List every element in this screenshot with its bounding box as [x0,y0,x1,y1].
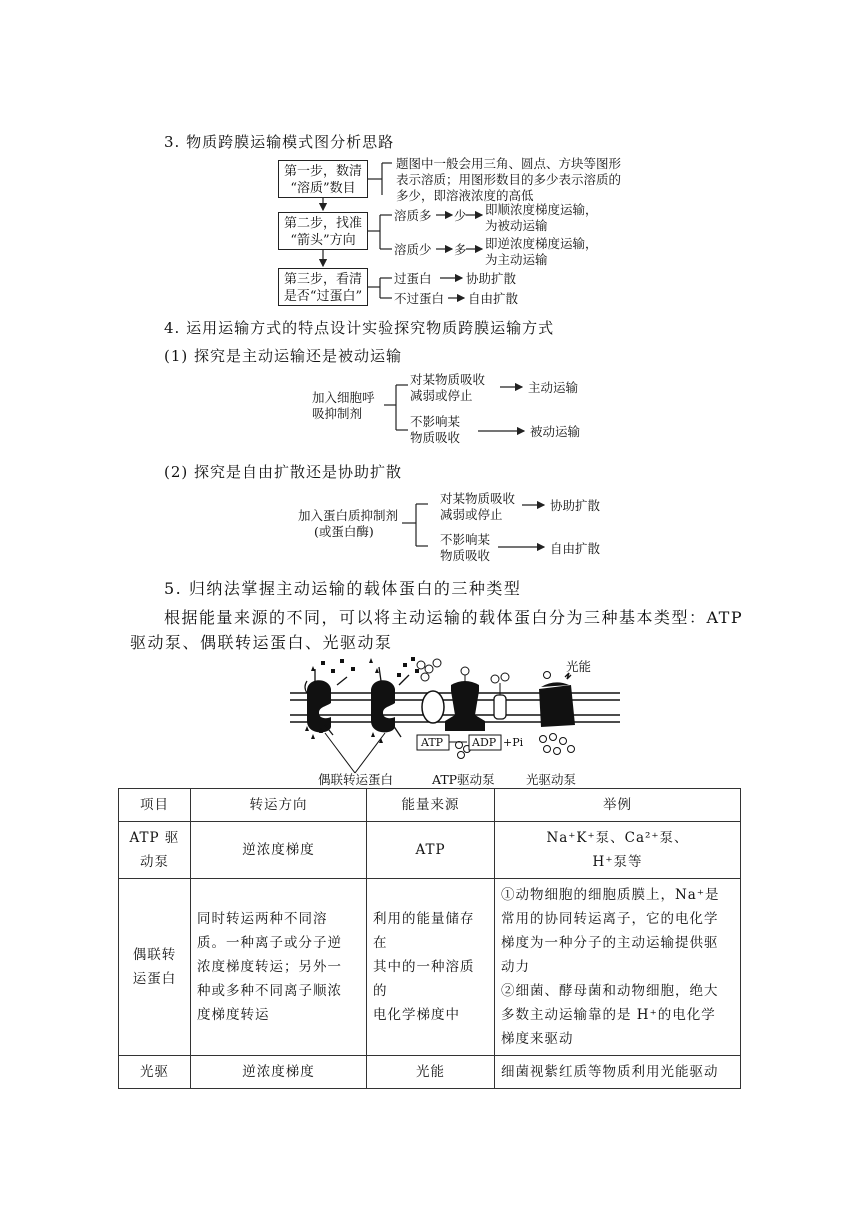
section4-sub1-heading: (1) 探究是主动运输还是被动运输 [164,347,403,365]
step3-line1: 第三步，看清 [283,272,362,287]
step1-desc-1: 题图中一般会用三角、圆点、方块等图形 [396,156,622,171]
step2-b-from: 溶质少 [394,242,432,257]
row2-direction-5: 度梯度转运 [197,1007,270,1023]
row2-energy-1: 利用的能量储存在 [373,911,475,951]
section5-heading: 5. 归纳法掌握主动运输的载体蛋白的三种类型 [164,579,522,598]
row3-example: 细菌视紫红质等物质利用光能驱动 [495,1056,741,1089]
atp-box-label: ATP [421,736,444,749]
pi-label: +Pi [503,736,524,749]
row2-example-6: 多数主动运输靠的是 H⁺的电化学 [501,1007,716,1023]
row2-name-2: 运蛋白 [132,971,177,987]
row2-example-1: ①动物细胞的细胞质膜上，Na⁺是 [501,887,720,903]
row1-name [119,822,191,879]
step3-a-cond: 过蛋白 [394,271,432,286]
row2-energy [367,879,495,1056]
coupled-transporter-2 [371,667,409,737]
sub1-a-result: 主动运输 [528,380,579,395]
row1-energy: ATP [367,822,495,879]
step1-line1: 第一步，数清 [283,164,362,179]
step1-line2: “溶质”数目 [290,181,356,196]
step2-a-result-1: 即顺浓度梯度运输， [485,202,598,217]
row1-example-1: Na⁺K⁺泵、Ca²⁺泵、 [546,830,689,846]
step2-a-to: 少 [454,208,467,223]
row2-energy-2: 其中的一种溶质的 [373,959,475,999]
step3-b-result: 自由扩散 [468,291,519,306]
light-pump-label: 光驱动泵 [526,772,577,787]
row3-direction: 逆浓度梯度 [191,1056,367,1089]
row2-direction-1: 同时转运两种不同溶 [197,911,328,927]
sub2-a-result: 协助扩散 [550,498,601,513]
sub2-b-1: 不影响某 [440,532,491,547]
row2-example-4: 动力 [501,959,530,975]
row2-example-5: ②细菌、酵母菌和动物细胞，绝大 [501,983,719,999]
coupled-transporter-1 [305,669,347,735]
row1-direction: 逆浓度梯度 [191,822,367,879]
adp-box-label: ADP [472,736,497,749]
step2-line1: 第二步，找准 [283,216,362,231]
step2-line2: “箭头”方向 [290,233,356,248]
step2-a-from: 溶质多 [394,208,432,223]
row2-direction [191,879,367,1056]
step2-b-result-2: 为主动运输 [485,252,548,267]
sub2-a-1: 对某物质吸收 [440,491,516,506]
step1-desc-3: 多少，即溶液浓度的高低 [396,188,534,203]
section4-sub2-heading: (2) 探究是自由扩散还是协助扩散 [164,463,403,481]
header-energy: 能量来源 [367,789,495,822]
atp-pump-label: ATP驱动泵 [432,772,495,787]
table-row-coupled [119,879,741,1056]
row2-name-1: 偶联转 [132,947,177,963]
sub1-b-1: 不影响某 [410,414,461,429]
row1-example [495,822,741,879]
row2-example [495,879,741,1056]
sub1-cond-1: 加入细胞呼 [312,390,375,405]
row2-name [119,879,191,1056]
table-row-light-pump [119,1056,741,1089]
row2-example-2: 常用的协同转运离子，它的电化学 [501,911,719,927]
coupled-transporter-label: 偶联转运蛋白 [318,772,394,787]
sub2-b-2: 物质吸收 [440,548,491,563]
header-direction: 转运方向 [191,789,367,822]
solute-squares [321,657,419,677]
sub2-b-result: 自由扩散 [550,541,601,556]
sub1-a-1: 对某物质吸收 [410,372,486,387]
row1-name-2: 动泵 [140,854,169,870]
header-item: 项目 [119,789,191,822]
row2-example-3: 梯度为一种分子的主动运输提供驱 [501,935,719,951]
table-row-atp-pump [119,822,741,879]
step2-a-result-2: 为被动运输 [485,218,548,233]
sub2-a-2: 减弱或停止 [440,507,503,522]
row2-example-7: 梯度来驱动 [501,1031,574,1047]
step3-line2: 是否“过蛋白” [283,289,363,304]
sub2-cond-2: (或蛋白酶) [314,524,374,539]
row2-direction-4: 种或多种不同离子顺浓 [197,983,342,999]
step2-b-result-1: 即逆浓度梯度运输， [485,236,598,251]
header-example: 举例 [495,789,741,822]
sub1-b-result: 被动运输 [530,424,581,439]
section5-paragraph-line1: 根据能量来源的不同，可以将主动运输的载体蛋白分为三种基本类型：ATP [164,608,744,627]
light-driven-pump [539,672,575,755]
step2-b-to: 多 [454,242,467,257]
step1-desc-2: 表示溶质；用图形数目的多少表示溶质的 [396,172,622,187]
row3-energy: 光能 [367,1056,495,1089]
row2-energy-3: 电化学梯度中 [373,1007,460,1023]
step3-a-result: 协助扩散 [466,271,517,286]
sub1-a-2: 减弱或停止 [410,388,473,403]
row1-name-1: ATP 驱 [129,830,180,846]
row1-example-2: H⁺泵等 [592,854,643,870]
sub1-b-2: 物质吸收 [410,430,461,445]
sub2-cond-1: 加入蛋白质抑制剂 [298,508,399,523]
row2-direction-3: 浓度梯度转运；另外一 [197,959,342,975]
light-energy-label: 光能 [566,659,592,674]
sub2-flow-lines [0,480,860,570]
section4-heading: 4. 运用运输方式的特点设计实验探究物质跨膜运输方式 [164,319,555,337]
section3-heading: 3. 物质跨膜运输模式图分析思路 [164,133,395,151]
step3-b-cond: 不过蛋白 [394,291,445,306]
coupled-label-pointer [325,733,385,773]
channel-protein [491,673,509,719]
section5-paragraph-line2: 驱动泵、偶联转运蛋白、光驱动泵 [130,633,393,652]
row2-direction-2: 质。一种离子或分子逆 [197,935,342,951]
transport-protein-table [118,788,741,1089]
table-header-row [119,789,741,822]
sub1-cond-2: 吸抑制剂 [312,406,363,421]
row3-name: 光驱 [119,1056,191,1089]
